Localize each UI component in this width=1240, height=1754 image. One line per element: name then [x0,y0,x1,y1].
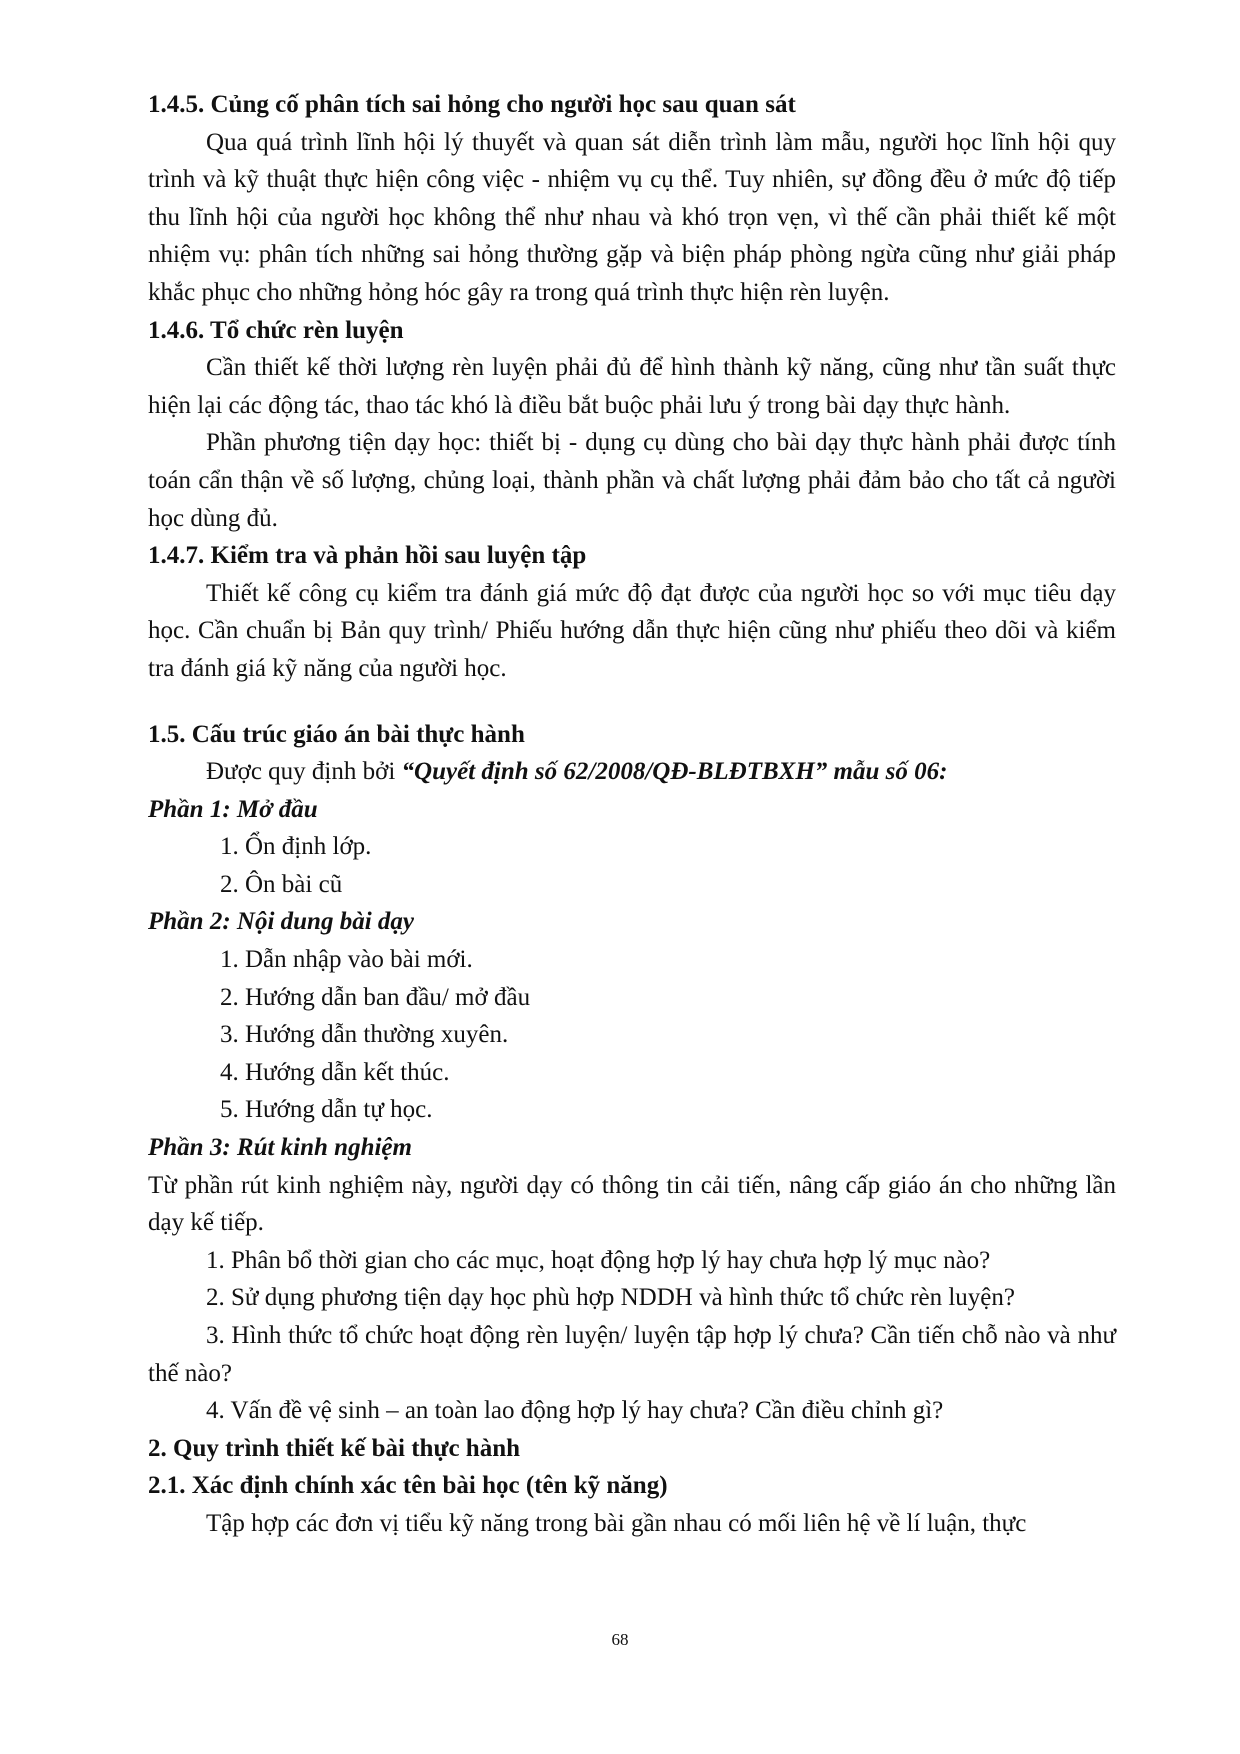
paragraph: Qua quá trình lĩnh hội lý thuyết và quan sát diễn trình làm mẫu, người học lĩnh hội quy trình và kỹ thuật thực hiện công việc - nhiệm vụ cụ thể. Tuy nhiên, sự đồng đều ở mức độ tiếp thu lĩnh hội của người học không thể như nhau và khó trọn vẹn, vì thế cần phải thiết kế một nhiệm vụ: phân tích những sai hỏng thường gặp và biện pháp phòng ngừa cũng như giải pháp khắc phục cho những hỏng hóc gây ra trong quá trình thực hiện rèn luyện. [148,128,1116,306]
list-item: 3. Hướng dẫn thường xuyên. [220,1021,509,1049]
section-heading-1-4-7: 1.4.7. Kiểm tra và phản hồi sau luyện tập [148,542,587,570]
section-heading-1-4-5: 1.4.5. Củng cố phân tích sai hỏng cho người học sau quan sát [148,91,796,118]
intro-text: Được quy định bởi [206,758,402,786]
list-item: 1. Ổn định lớp. [220,833,372,861]
section-heading-2: 2. Quy trình thiết kế bài thực hành [148,1434,521,1462]
paragraph: Tập hợp các đơn vị tiểu kỹ năng trong bài gần nhau có mối liên hệ về lí luận, thực [206,1509,1027,1537]
list-item: 3. Hình thức tổ chức hoạt động rèn luyện/ luyện tập hợp lý chưa? Cần tiến chỗ nào và như thế nào? [148,1322,1116,1387]
page-number: 68 [611,1630,629,1649]
list-item: 2. Hướng dẫn ban đầu/ mở đầu [220,983,531,1011]
list-item: 2. Sử dụng phương tiện dạy học phù hợp NDDH và hình thức tổ chức rèn luyện? [206,1284,1015,1312]
list-item: 4. Vấn đề vệ sinh – an toàn lao động hợp lý hay chưa? Cần điều chỉnh gì? [206,1397,944,1425]
paragraph: Từ phần rút kinh nghiệm này, người dạy có thông tin cải tiến, nâng cấp giáo án cho những lần dạy kế tiếp. [148,1171,1116,1237]
section-gap [148,688,1116,716]
paragraph: Thiết kế công cụ kiểm tra đánh giá mức độ đạt được của người học so với mục tiêu dạy học. Cần chuẩn bị Bản quy trình/ Phiếu hướng dẫn thực hiện cũng như phiếu theo dõi và kiểm tra đánh giá kỹ năng của người học. [148,579,1116,682]
section-heading-2-1: 2.1. Xác định chính xác tên bài học (tên kỹ năng) [148,1472,668,1500]
section-heading-1-5: 1.5. Cấu trúc giáo án bài thực hành [148,720,525,748]
list-item: 5. Hướng dẫn tự học. [220,1096,433,1124]
regulation-reference: “Quyết định số 62/2008/QĐ-BLĐTBXH” mẫu số 06: [401,758,948,786]
list-item: 1. Dẫn nhập vào bài mới. [220,946,473,974]
regulation-intro [148,753,1116,791]
part-2-title: Phần 2: Nội dung bài dạy [148,908,415,936]
paragraph: Phần phương tiện dạy học: thiết bị - dụng cụ dùng cho bài dạy thực hành phải được tính toán cẩn thận về số lượng, chủng loại, thành phần và chất lượng phải đảm bảo cho tất cả người học dùng đủ. [148,429,1116,532]
part-1-title: Phần 1: Mở đầu [148,795,318,823]
list-item: 1. Phân bổ thời gian cho các mục, hoạt động hợp lý hay chưa hợp lý mục nào? [206,1246,991,1274]
part-3-title: Phần 3: Rút kinh nghiệm [148,1134,412,1162]
paragraph: Cần thiết kế thời lượng rèn luyện phải đủ để hình thành kỹ năng, cũng như tần suất thực hiện lại các động tác, thao tác khó là điều bắt buộc phải lưu ý trong bài dạy thực hành. [148,354,1116,419]
page-content [148,86,1116,1543]
list-item: 4. Hướng dẫn kết thúc. [220,1058,450,1086]
list-item: 2. Ôn bài cũ [220,870,343,898]
section-heading-1-4-6: 1.4.6. Tổ chức rèn luyện [148,316,404,344]
